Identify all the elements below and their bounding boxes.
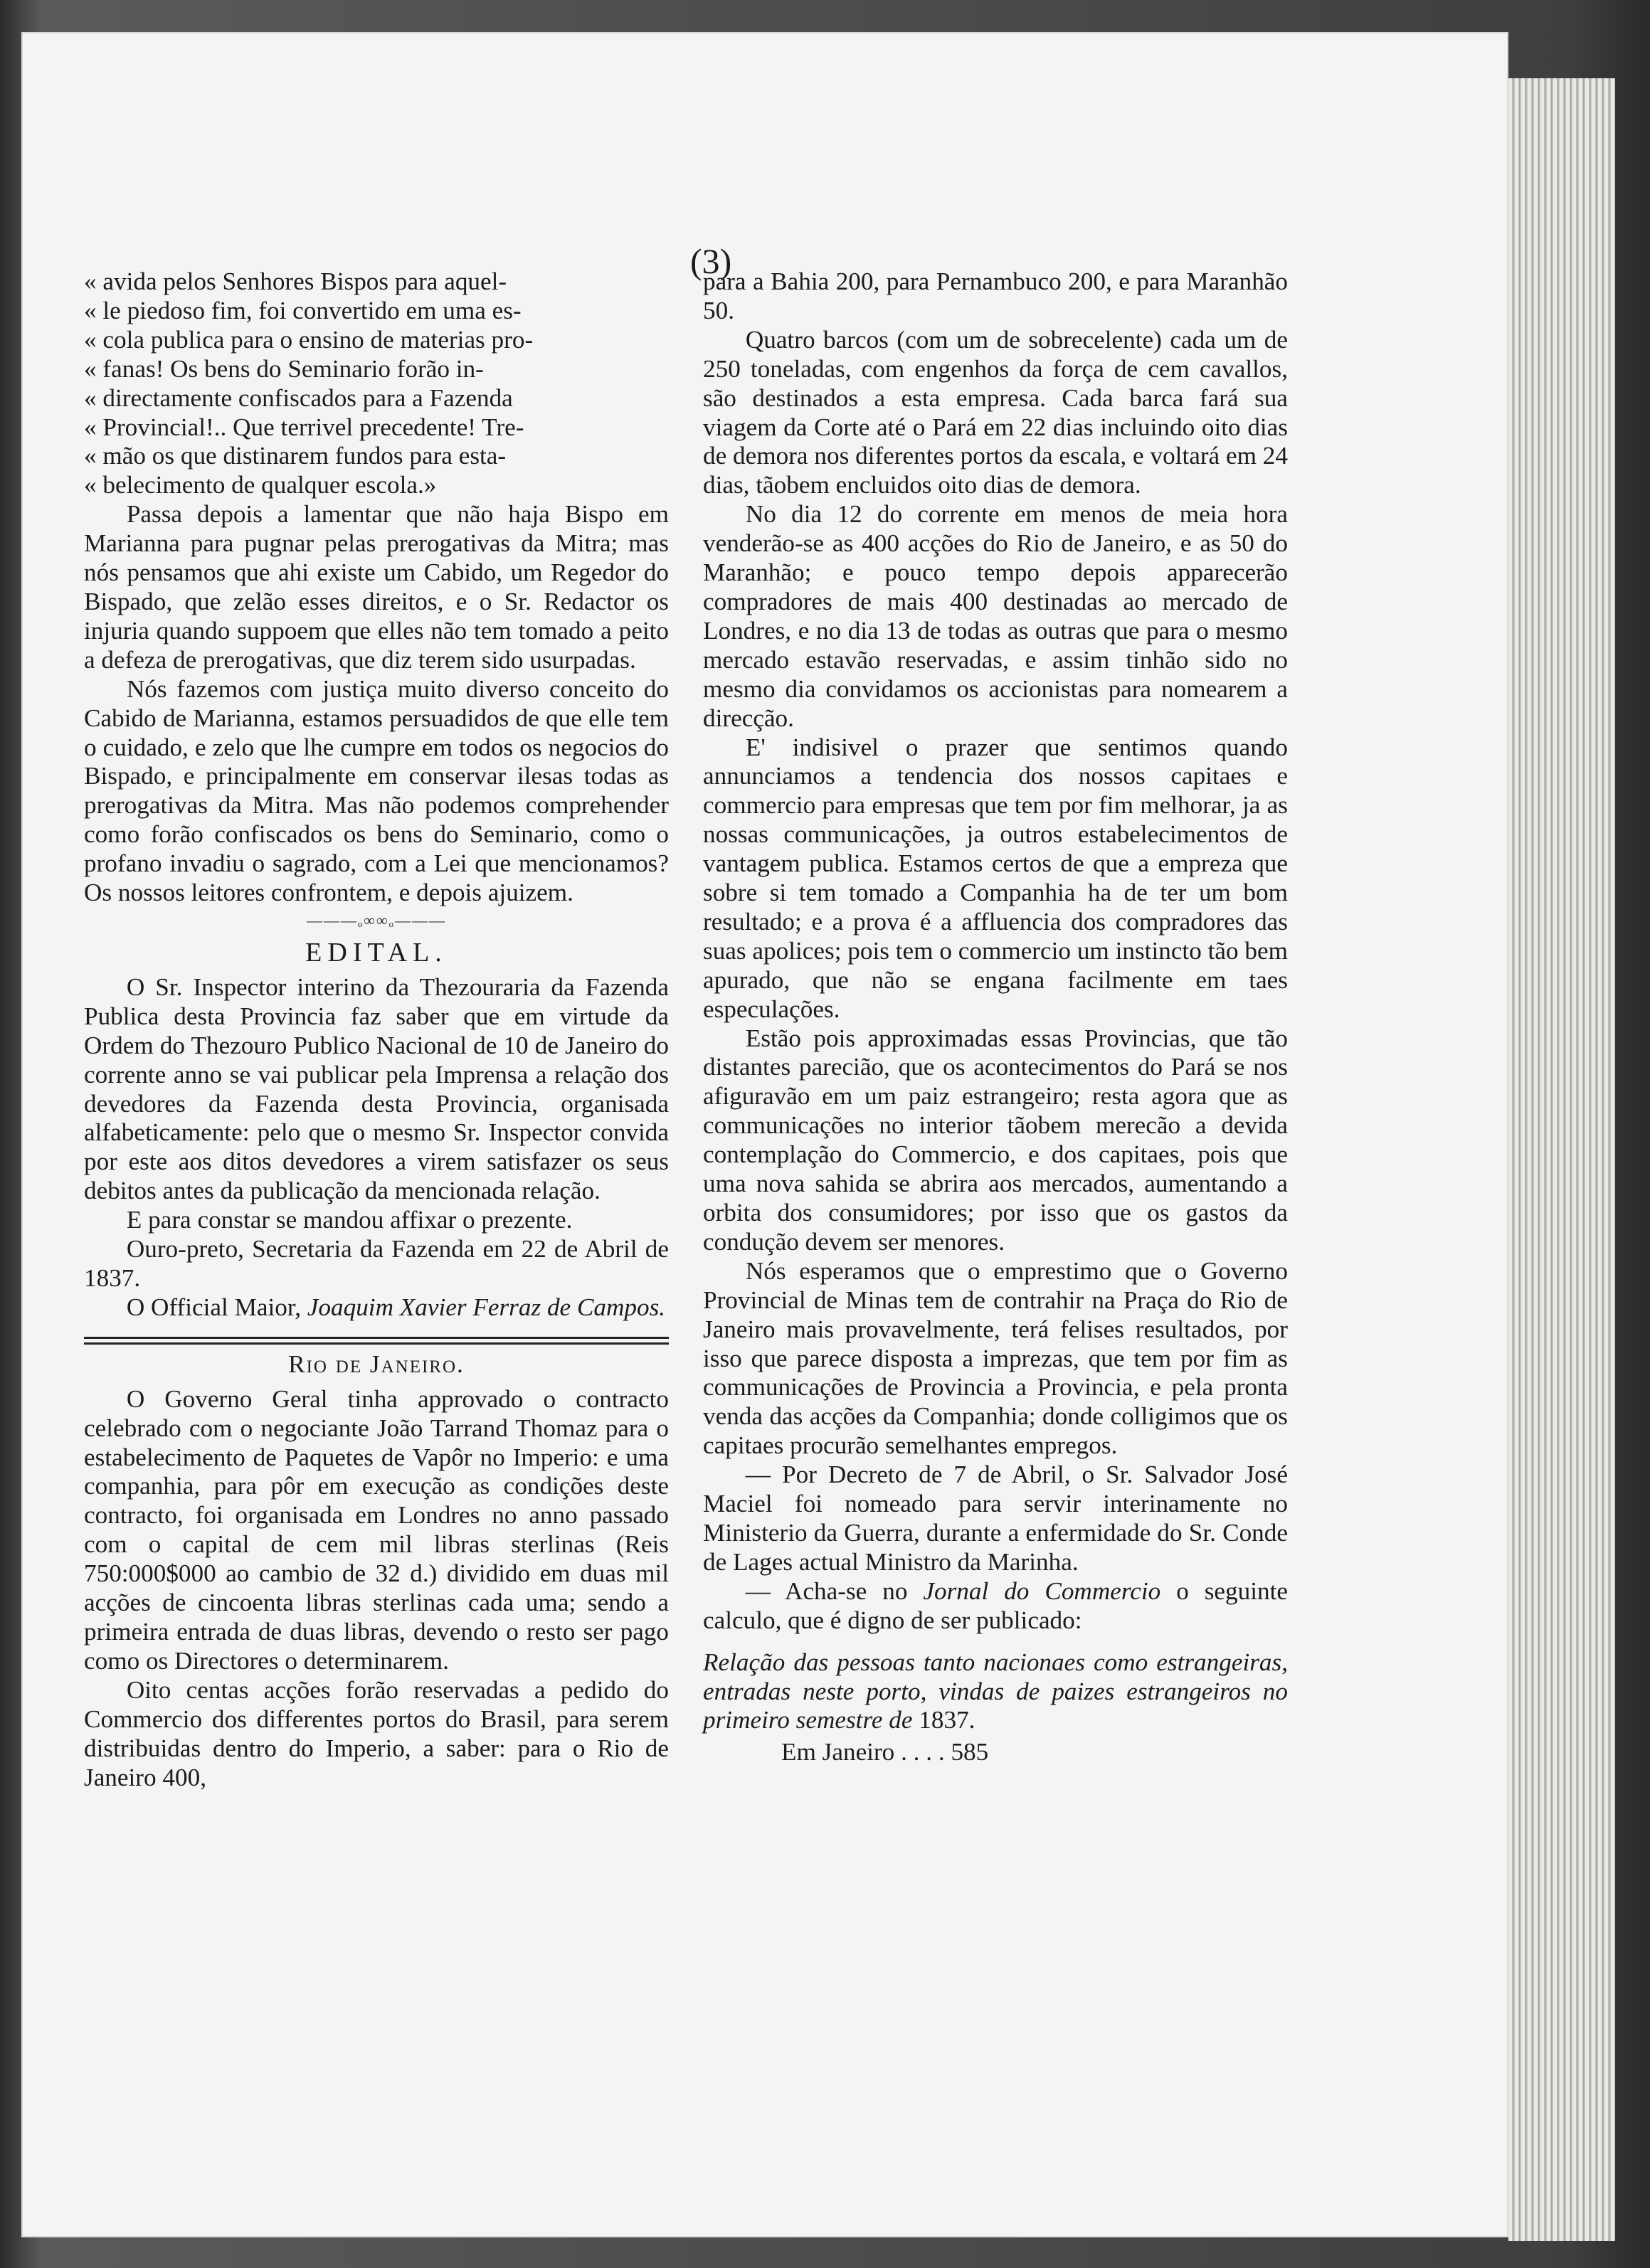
quote-line: « le piedoso fim, foi convertido em uma es- (84, 296, 522, 324)
edital-signature (84, 1293, 669, 1323)
double-rule-divider (84, 1337, 669, 1345)
quoted-passage (84, 267, 669, 500)
jornal-prefix: — Acha-se no (745, 1577, 924, 1605)
article-paragraph: Estão pois approximadas essas Provincias, que tão distantes parecião, que os acontecimentos do Pará se nos afiguravão em um paiz estrangeiro; resta agora que as communicações no interior tãobem merecão a devida contemplação do Commercio, e dos capitaes, pois que uma nova sahida se abrira aos mercados, aumentando a orbita dos consumidores; por isso que os gastos da condução devem ser menores. (703, 1024, 1288, 1256)
left-column (84, 267, 669, 1792)
quote-line: « Provincial!.. Que terrivel precedente! Tre- (84, 413, 524, 441)
article-paragraph: Passa depois a lamentar que não haja Bispo em Marianna para pugnar pelas prerogativas da Mitra; mas nós pensamos que ahi existe um Cabido, um Regedor do Bispado, que zelão esses direitos, e o Sr. Redactor os injuria quando suppoem que elles não tem tomado a peito a defeza de prerogativas, que diz terem sido usurpadas. (84, 500, 669, 674)
quote-line: « directamente confiscados para a Fazenda (84, 383, 513, 412)
edital-heading: EDITAL. (305, 937, 448, 968)
book-page-edges (1508, 78, 1615, 2241)
article-paragraph: Nós esperamos que o emprestimo que o Governo Provincial de Minas tem de contrahir na Praça do Rio de Janeiro mais provavelmente, terá felises resultados, por isso que parece disposta a imprezas, que tem por fim as communicações de Provincia a Provincia, e pela pronta venda das acções da Companhia; donde colligimos que os capitaes procurão semelhantes empregos. (703, 1256, 1288, 1460)
rio-paragraph: Oito centas acções forão reservadas a pedido do Commercio dos differentes portos do Brasil, para serem distribuidas dentro do Imperio, a saber: para o Rio de Janeiro 400, (84, 1675, 669, 1791)
edital-paragraph: O Sr. Inspector interino da Thezouraria da Fazenda Publica desta Provincia faz saber que em virtude da Ordem do Thezouro Publico Nacional de 10 de Janeiro do corrente anno se vai publicar pela Imprensa a relação dos devedores da Fazenda desta Provincia, organisada alfabeticamente: pelo que o mesmo Sr. Inspector convida por este aos ditos devedores a virem satisfazer os seus debitos antes da publicação da mencionada relação. (84, 973, 669, 1205)
janeiro-count-line: Em Janeiro . . . . 585 (781, 1738, 989, 1766)
quote-line: « cola publica para o ensino de materias pro- (84, 325, 534, 354)
relacao-year: 1837. (919, 1706, 975, 1734)
article-paragraph: E' indisivel o prazer que sentimos quando annunciamos a tendencia dos nossos capitaes e commercio para empresas que tem por fim melhorar, ja as nossas communicações, ja outros estabelecimentos de vantagem publica. Estamos certos de que a empreza que sobre si tem tomado a Companhia ha de ter um bom resultado; e a prova é a affluencia dos compradores das suas apolices; pois tem o commercio um instincto tão bem apurado, que não se engana facilmente em taes especulações. (703, 733, 1288, 1023)
article-paragraph: No dia 12 do corrente em menos de meia hora venderão-se as 400 acções do Rio de Janeiro, e as 50 do Maranhão; e pouco tempo depois apparecerão compradores de mais 400 destinadas ao mercado de Londres, e no dia 13 de todas as outras que para o mesmo mercado estavão reservadas, e assim tinhão sido no mesmo dia convidamos os accionistas para nomearem a direcção. (703, 500, 1288, 732)
relacao-title-text: Relação das pessoas tanto nacionaes como estrangeiras, entradas neste porto, vindas de paizes estrangeiros no primeiro semestre de (703, 1648, 1288, 1734)
jornal-title: Jornal do Commercio (923, 1577, 1161, 1605)
edital-paragraph: E para constar se mandou affixar o prezente. (126, 1206, 573, 1234)
signature-name: Joaquim Xavier Ferraz de Campos. (307, 1293, 666, 1321)
rio-de-janeiro-heading: Rio de Janeiro. (288, 1350, 465, 1378)
page-number: (3) (690, 241, 732, 281)
news-item-decree: — Por Decreto de 7 de Abril, o Sr. Salvador José Maciel foi nomeado para servir interinamente no Ministerio da Guerra, durante a enfermidade do Sr. Conde de Lages actual Ministro da Marinha. (703, 1461, 1288, 1576)
right-column (703, 267, 1288, 1767)
quote-line: « belecimento de qualquer escola.» (84, 471, 437, 499)
relacao-title (703, 1648, 1288, 1736)
quote-line: « avida pelos Senhores Bispos para aquel- (84, 267, 507, 295)
news-item-jornal (703, 1577, 1288, 1636)
signature-prefix: O Official Maior, (126, 1293, 307, 1321)
section-ornament: ———ₒ∞∞ₒ——— (306, 911, 447, 929)
edital-paragraph: Ouro-preto, Secretaria da Fazenda em 22 de Abril de 1837. (84, 1235, 669, 1292)
rio-paragraph: O Governo Geral tinha approvado o contracto celebrado com o negociante João Tarrand Thomaz para o estabelecimento de Paquetes de Vapôr no Imperio: e uma companhia, para pôr em execução as condições deste contracto, foi organisada em Londres no anno passado com o capital de cem mil libras sterlinas (Reis 750:000$000 ao cambio de 32 d.) dividido em duas mil acções de cincoenta libras sterlinas cada uma; sendo a primeira entrada de duas libras, devendo o resto ser pago como os Directores o determinarem. (84, 1384, 669, 1675)
quote-line: « fanas! Os bens do Seminario forão in- (84, 354, 484, 383)
article-paragraph: Quatro barcos (com um de sobrecelente) cada um de 250 toneladas, com engenhos da força de cem cavallos, são destinados a esta empresa. Cada barca fará sua viagem da Corte até o Pará em 22 dias incluindo oito dias de demora nos diferentes portos da escala, e voltará em 24 dias, tãobem encluidos oito dias de demora. (703, 325, 1288, 499)
jornal-suffix: o seguinte calculo, que é digno de ser publicado: (703, 1577, 1288, 1634)
article-paragraph: Nós fazemos com justiça muito diverso conceito do Cabido de Marianna, estamos persuadidos de que elle tem o cuidado, e zelo que lhe cumpre em todos os negocios do Bispado, e principalmente em conservar ilesas todas as prerogativas da Mitra. Mas não podemos comprehender como forão confiscados os bens do Seminario, como o profano invadiu o sagrado, com a Lei que mencionamos? Os nossos leitores confrontem, e depois ajuizem. (84, 674, 669, 907)
quote-line: « mão os que distinarem fundos para esta- (84, 442, 507, 470)
article-paragraph: para a Bahia 200, para Pernambuco 200, e para Maranhão 50. (703, 267, 1288, 324)
